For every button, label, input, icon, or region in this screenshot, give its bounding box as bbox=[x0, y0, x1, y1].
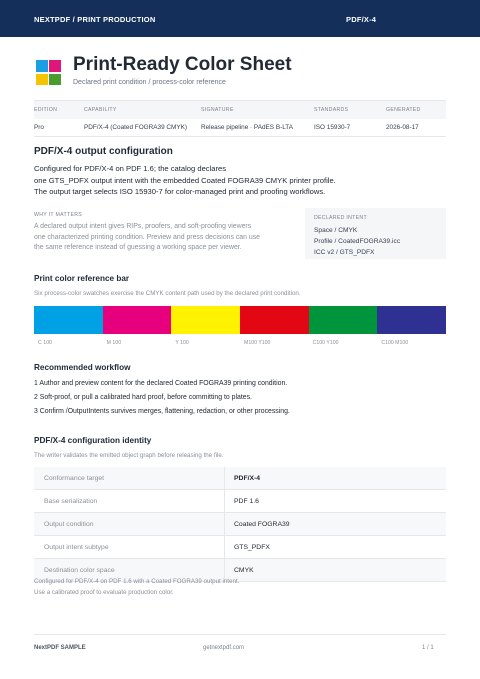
footer-brand: NextPDF SAMPLE bbox=[34, 645, 86, 651]
meta-value: 2026-08-17 bbox=[386, 124, 419, 131]
intent-label: DECLARED INTENT bbox=[314, 215, 367, 221]
meta-header: STANDARDS bbox=[314, 107, 349, 113]
workflow-step: 3 Confirm /OutputIntents survives merges, flattening, redaction, or other processing. bbox=[34, 408, 290, 415]
section-heading: PDF/X-4 output configuration bbox=[34, 146, 173, 157]
meta-header: GENERATED bbox=[386, 107, 421, 113]
table-row bbox=[34, 513, 446, 536]
footer-divider bbox=[34, 634, 446, 635]
intent-line: Profile / CoatedFOGRA39.icc bbox=[314, 238, 401, 245]
meta-value: Release pipeline · PAdES B-LTA bbox=[201, 124, 293, 131]
table-row bbox=[34, 490, 446, 513]
why-label: WHY IT MATTERS bbox=[34, 212, 83, 218]
swatch-label: C100 Y100 bbox=[312, 340, 339, 346]
swatch-label: C 100 bbox=[38, 340, 52, 346]
color-swatch bbox=[34, 306, 103, 334]
page-subtitle: Declared print condition / process-color reference bbox=[73, 79, 226, 86]
swatch-label: M 100 bbox=[106, 340, 122, 346]
identity-description: The writer validates the emitted object graph before releasing the file. bbox=[34, 452, 224, 459]
workflow-step: 2 Soft-proof, or pull a calibrated hard proof, before committing to plates. bbox=[34, 394, 252, 401]
swatch-label: M100 Y100 bbox=[244, 340, 271, 346]
footer-site-link[interactable]: getnextpdf.com bbox=[203, 645, 245, 651]
table-row bbox=[34, 536, 446, 559]
meta-header: SIGNATURE bbox=[201, 107, 234, 113]
colorbar-description: Six process-color swatches exercise the CMYK content path used by the declared print condition. bbox=[34, 290, 301, 297]
meta-value: ISO 15930-7 bbox=[314, 124, 351, 131]
color-swatch bbox=[377, 306, 446, 334]
intent-line: ICC v2 / GTS_PDFX bbox=[314, 249, 375, 256]
swatch-label: C100 M100 bbox=[381, 340, 409, 346]
page-number: 1 / 1 bbox=[422, 645, 434, 651]
color-swatch bbox=[103, 306, 172, 334]
row-value: GTS_PDFX bbox=[234, 544, 270, 551]
intent-line: Space / CMYK bbox=[314, 227, 358, 234]
row-value: CMYK bbox=[234, 567, 254, 574]
top-bar bbox=[0, 0, 480, 37]
row-value: PDF/X-4 bbox=[234, 475, 261, 482]
meta-value: PDF/X-4 (Coated FOGRA39 CMYK) bbox=[84, 124, 187, 131]
row-key: Base serialization bbox=[44, 498, 98, 505]
row-value: PDF 1.6 bbox=[234, 498, 259, 505]
row-key: Destination color space bbox=[44, 567, 115, 574]
why-paragraph: A declared output intent gives RIPs, proofers, and soft-proofing viewers one characterized printing condition. Preview and press decisions can use the same reference instead of guessing a working space per viewer. bbox=[34, 223, 260, 251]
color-swatch bbox=[240, 306, 309, 334]
page-title: Print-Ready Color Sheet bbox=[73, 54, 292, 75]
cmyk-logo-icon bbox=[36, 60, 61, 86]
color-swatch bbox=[309, 306, 378, 334]
note-line: Configured for PDF/X-4 on PDF 1.6 with a Coated FOGRA39 output intent. bbox=[34, 578, 240, 585]
note-line: Use a calibrated proof to evaluate production color. bbox=[34, 589, 174, 596]
workflow-step: 1 Author and preview content for the declared Coated FOGRA39 printing condition. bbox=[34, 380, 288, 387]
table-row bbox=[34, 467, 446, 490]
colorbar-heading: Print color reference bar bbox=[34, 274, 130, 283]
meta-header: CAPABILITY bbox=[84, 107, 117, 113]
intro-paragraph: Configured for PDF/X-4 on PDF 1.6; the catalog declares one GTS_PDFX output intent with the embedded Coated FOGRA39 CMYK printer profile. The output target selects ISO 15930-7 for color-managed print and proofing workflows. bbox=[34, 164, 336, 196]
row-key: Output condition bbox=[44, 521, 94, 528]
row-key: Conformance target bbox=[44, 475, 105, 482]
declared-intent-box bbox=[305, 208, 446, 259]
meta-table bbox=[34, 100, 446, 137]
row-key: Output intent subtype bbox=[44, 544, 109, 551]
meta-header: EDITION bbox=[34, 107, 58, 113]
swatch-label: Y 100 bbox=[175, 340, 189, 346]
brand-label: NEXTPDF / PRINT PRODUCTION bbox=[34, 15, 156, 24]
meta-value: Pro bbox=[34, 124, 44, 131]
color-reference-bar bbox=[34, 306, 446, 334]
row-value: Coated FOGRA39 bbox=[234, 521, 290, 528]
workflow-heading: Recommended workflow bbox=[34, 363, 131, 372]
standard-label: PDF/X-4 bbox=[346, 15, 377, 24]
color-swatch bbox=[171, 306, 240, 334]
identity-heading: PDF/X-4 configuration identity bbox=[34, 436, 152, 445]
